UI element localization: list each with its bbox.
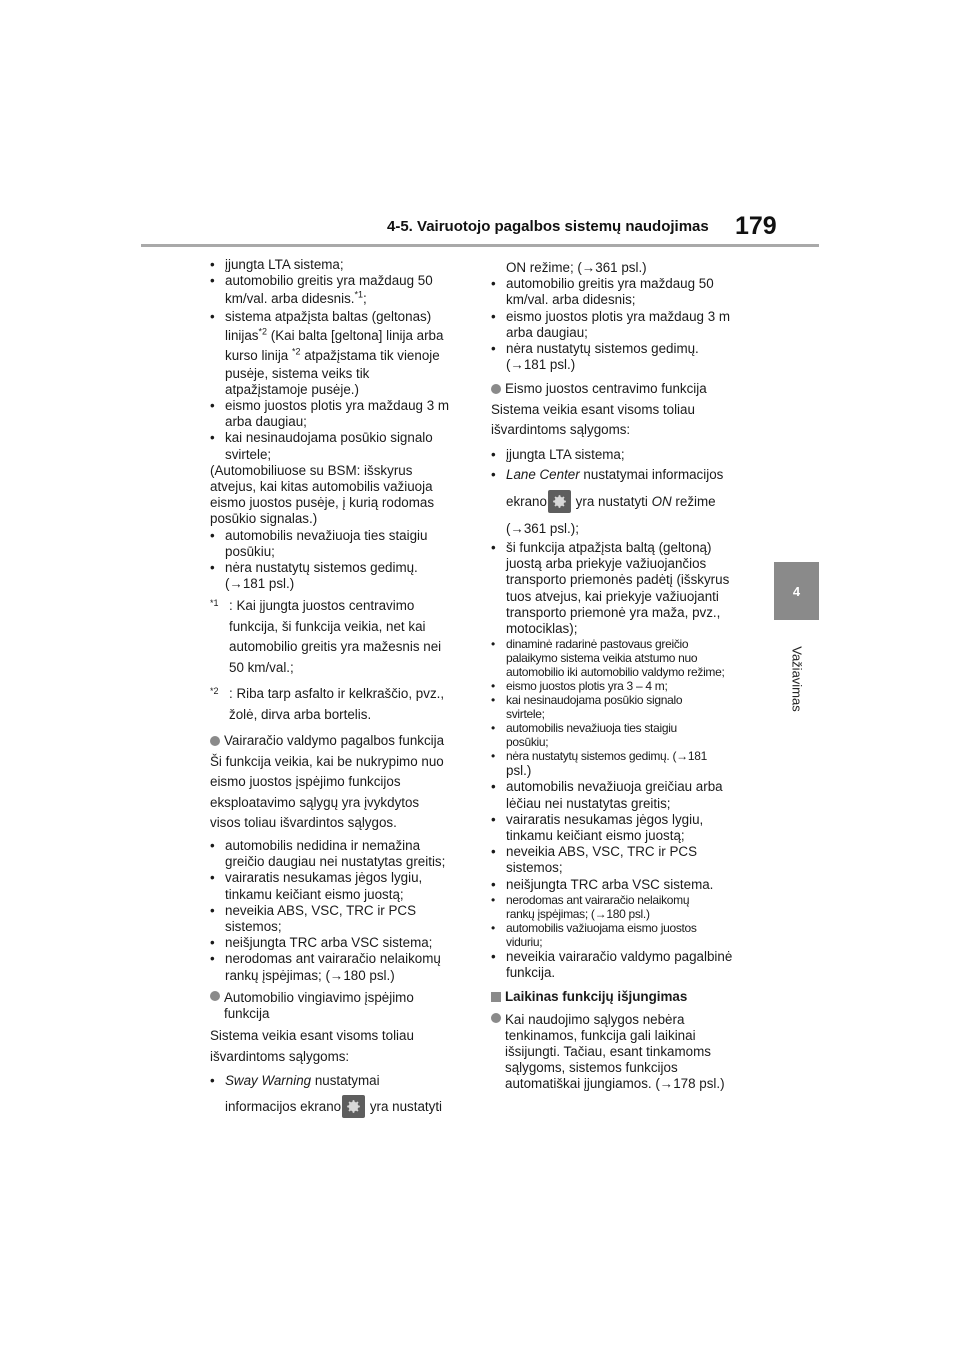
chapter-label <box>787 634 807 724</box>
list-item-cont: greičio daugiau nei nustatytas greitis; <box>225 854 446 870</box>
list-item: • Sway Warning nustatymai <box>210 1073 380 1089</box>
section-title: 4-5. Vairuotojo pagalbos sistemų naudojimas <box>387 218 709 235</box>
paragraph-line: išvardintoms sąlygoms: <box>210 1048 350 1064</box>
footnote-2: *2 : Riba tarp asfalto ir kelkraščio, pvz., <box>210 686 445 702</box>
list-item-cont: viduriu; <box>506 934 543 949</box>
list-item: • sistema atpažįsta baltas (geltonas) <box>210 309 432 325</box>
bsm-note: (Automobiliuose su BSM: išskyrus <box>210 462 413 478</box>
page-number: 179 <box>735 212 777 240</box>
paragraph-line: visos toliau išvardintos sąlygos. <box>210 815 397 831</box>
list-item-cont: juostą arba priekyje važiuojančios <box>506 556 707 572</box>
footnote-1: *1 : Kai įjungta juostos centravimo <box>210 598 415 614</box>
list-item-cont: arba daugiau; <box>225 414 307 430</box>
list-item-cont: (→361 psl.); <box>506 520 579 536</box>
list-item-cont: (→181 psl.) <box>225 576 295 592</box>
list-item-cont: rankų įspėjimas; (→180 psl.) <box>506 906 650 921</box>
list-item-cont: transporto priemonės padėtį (išskyrus <box>506 572 730 588</box>
list-item: • vairaratis nesukamas jėgos lygiu, <box>491 811 704 827</box>
section-heading: Eismo juostos centravimo funkcija <box>491 379 747 400</box>
list-item-cont: palaikymo sistema veikia atstumo nuo <box>506 651 698 666</box>
right-column <box>491 260 747 1093</box>
list-item-cont: tinkamu keičiant eismo juostą; <box>506 827 685 843</box>
list-item: • neišjungta TRC arba VSC sistema; <box>210 935 433 951</box>
list-item-cont: km/val. arba didesnis.$^{*1}$; <box>225 289 367 307</box>
list-item-cont: psl.) <box>506 763 532 779</box>
list-item: • Lane Center nustatymai informacijos <box>491 467 724 483</box>
list-item-cont: posūkiu; <box>225 543 275 559</box>
list-item: • neišjungta TRC arba VSC sistema. <box>491 876 714 892</box>
section-heading: Kai naudojimo sąlygos nebėra <box>491 1012 747 1028</box>
list-item-cont: atpažįstamoje pusėje.) <box>225 381 359 397</box>
paragraph-line: eismo juostos įspėjimo funkcijos <box>210 774 401 790</box>
list-item-cont: ON režime; (→361 psl.) <box>506 260 647 275</box>
list-item-cont: km/val. arba didesnis; <box>506 292 636 308</box>
list-item-cont: informacijos ekrano yra nustatyti <box>210 1092 466 1122</box>
list-item-cont: tuos atvejus, kai priekyje važiuojanti <box>506 588 719 604</box>
list-item: • dinaminė radarinė pastovaus greičio <box>491 637 689 652</box>
list-item: • automobilis važiuojama eismo juostos <box>491 920 697 935</box>
footnote-line: žolė, dirva arba bortelis. <box>229 706 372 722</box>
paragraph-line: tenkinamos, funkcija gali laikinai <box>505 1027 696 1043</box>
list-item: • eismo juostos plotis yra maždaug 3 m <box>491 308 731 324</box>
paragraph-line: išvardintoms sąlygoms: <box>491 422 631 438</box>
list-item: • automobilis nevažiuoja ties staigiu <box>491 721 677 736</box>
list-item-cont: pusėje, sistema veiks tik <box>225 365 370 381</box>
list-item-cont: linijas$^{*2}$ (Kai balta [geltona] linija arba <box>225 326 444 343</box>
list-item-cont: lėčiau nei nustatytas greitis; <box>506 795 671 811</box>
section-heading-cont: funkcija <box>224 1005 270 1021</box>
list-item-cont: svirtele; <box>506 707 545 722</box>
bsm-note: atvejus, kai kitas automobilis važiuoja <box>210 479 433 495</box>
settings-gear-icon <box>548 490 571 513</box>
list-item-cont: rankų įspėjimas; (→180 psl.) <box>225 967 395 983</box>
list-item: • kai nesinaudojama posūkio signalo <box>210 430 433 446</box>
list-item: • įjungta LTA sistema; <box>491 446 625 462</box>
section-heading: Vairaračio valdymo pagalbos funkcija <box>210 731 466 752</box>
paragraph-line: sąlygoms, sistemos funkcijos <box>505 1060 678 1076</box>
list-item-cont: posūkiu; <box>506 735 549 750</box>
footnote-line: 50 km/val.; <box>229 659 294 675</box>
list-item: • automobilis nedidina ir nemažina <box>210 837 421 853</box>
list-item-cont: transporto priemonė yra maža, pvz., <box>506 604 721 620</box>
list-item: • neveikia vairaračio valdymo pagalbinė <box>491 948 733 964</box>
list-item-cont: svirtele; <box>225 446 272 462</box>
list-item: • nėra nustatytų sistemos gedimų. (→181 <box>491 749 708 764</box>
list-item-cont: sistemos; <box>225 918 282 934</box>
list-item-cont: tinkamu keičiant eismo juostą; <box>225 886 404 902</box>
paragraph-line: Sistema veikia esant visoms toliau <box>491 401 695 417</box>
list-item-cont: ekrano yra nustatyti ON režime <box>491 486 747 518</box>
header-divider <box>141 244 819 247</box>
list-item-cont: motociklas); <box>506 620 578 636</box>
list-item: • nėra nustatytų sistemos gedimų. <box>491 341 699 357</box>
footnote-line: automobilio greitis yra mažesnis nei <box>229 639 442 655</box>
list-item: • įjungta LTA sistema; <box>210 257 344 272</box>
settings-gear-icon <box>342 1095 365 1118</box>
list-item: • automobilis nevažiuoja ties staigiu <box>210 527 428 543</box>
list-item: • vairaratis nesukamas jėgos lygiu, <box>210 870 423 886</box>
section-heading: Laikinas funkcijų išjungimas <box>491 987 747 1008</box>
list-item-cont: funkcija. <box>506 964 556 980</box>
list-item: • nerodomas ant vairaračio nelaikomų <box>210 951 441 967</box>
list-item: • nerodomas ant vairaračio nelaikomų <box>491 892 690 907</box>
list-item: • automobilio greitis yra maždaug 50 <box>491 276 714 292</box>
paragraph-line: Sistema veikia esant visoms toliau <box>210 1028 414 1044</box>
paragraph-line: Ši funkcija veikia, kai be nukrypimo nuo <box>210 753 444 769</box>
list-item-cont: sistemos; <box>506 860 563 876</box>
list-item-cont: (→181 psl.) <box>506 357 576 373</box>
list-item: • kai nesinaudojama posūkio signalo <box>491 693 683 708</box>
list-item-cont: kurso linija $^{*2}$ atpažįstama tik vienoje <box>225 346 440 363</box>
list-item: • automobilio greitis yra maždaug 50 <box>210 273 433 289</box>
chapter-number: 4 <box>792 583 801 599</box>
section-heading: Automobilio vingiavimo įspėjimo <box>210 990 466 1006</box>
list-item: • ši funkcija atpažįsta baltą (geltoną) <box>491 539 712 555</box>
chapter-tab <box>774 562 819 620</box>
bsm-note: posūkio signalas.) <box>210 511 318 527</box>
list-item: • neveikia ABS, VSC, TRC ir PCS <box>491 844 698 860</box>
list-item: • automobilis nevažiuoja greičiau arba <box>491 779 723 795</box>
list-item-cont: arba daugiau; <box>506 324 588 340</box>
paragraph-line: išsijungti. Tačiau, esant tinkamoms <box>505 1044 711 1060</box>
list-item: • neveikia ABS, VSC, TRC ir PCS <box>210 902 417 918</box>
left-column <box>210 257 466 1122</box>
list-item-cont: automobilio iki automobilio valdymo režime; <box>506 665 725 680</box>
list-item: • eismo juostos plotis yra 3 – 4 m; <box>491 679 668 694</box>
list-item: • eismo juostos plotis yra maždaug 3 m <box>210 398 450 414</box>
bsm-note: eismo juostos pusėje, į kurią rodomas <box>210 495 435 511</box>
paragraph-line: automatiškai įjungiamos. (→178 psl.) <box>505 1076 725 1092</box>
list-item: • nėra nustatytų sistemos gedimų. <box>210 560 418 576</box>
paragraph-line: eksploatavimo sąlygų yra įvykdytos <box>210 794 420 810</box>
chapter-label-text: Važiavimas <box>789 646 805 712</box>
footnote-line: funkcija, ši funkcija veikia, net kai <box>229 618 426 634</box>
